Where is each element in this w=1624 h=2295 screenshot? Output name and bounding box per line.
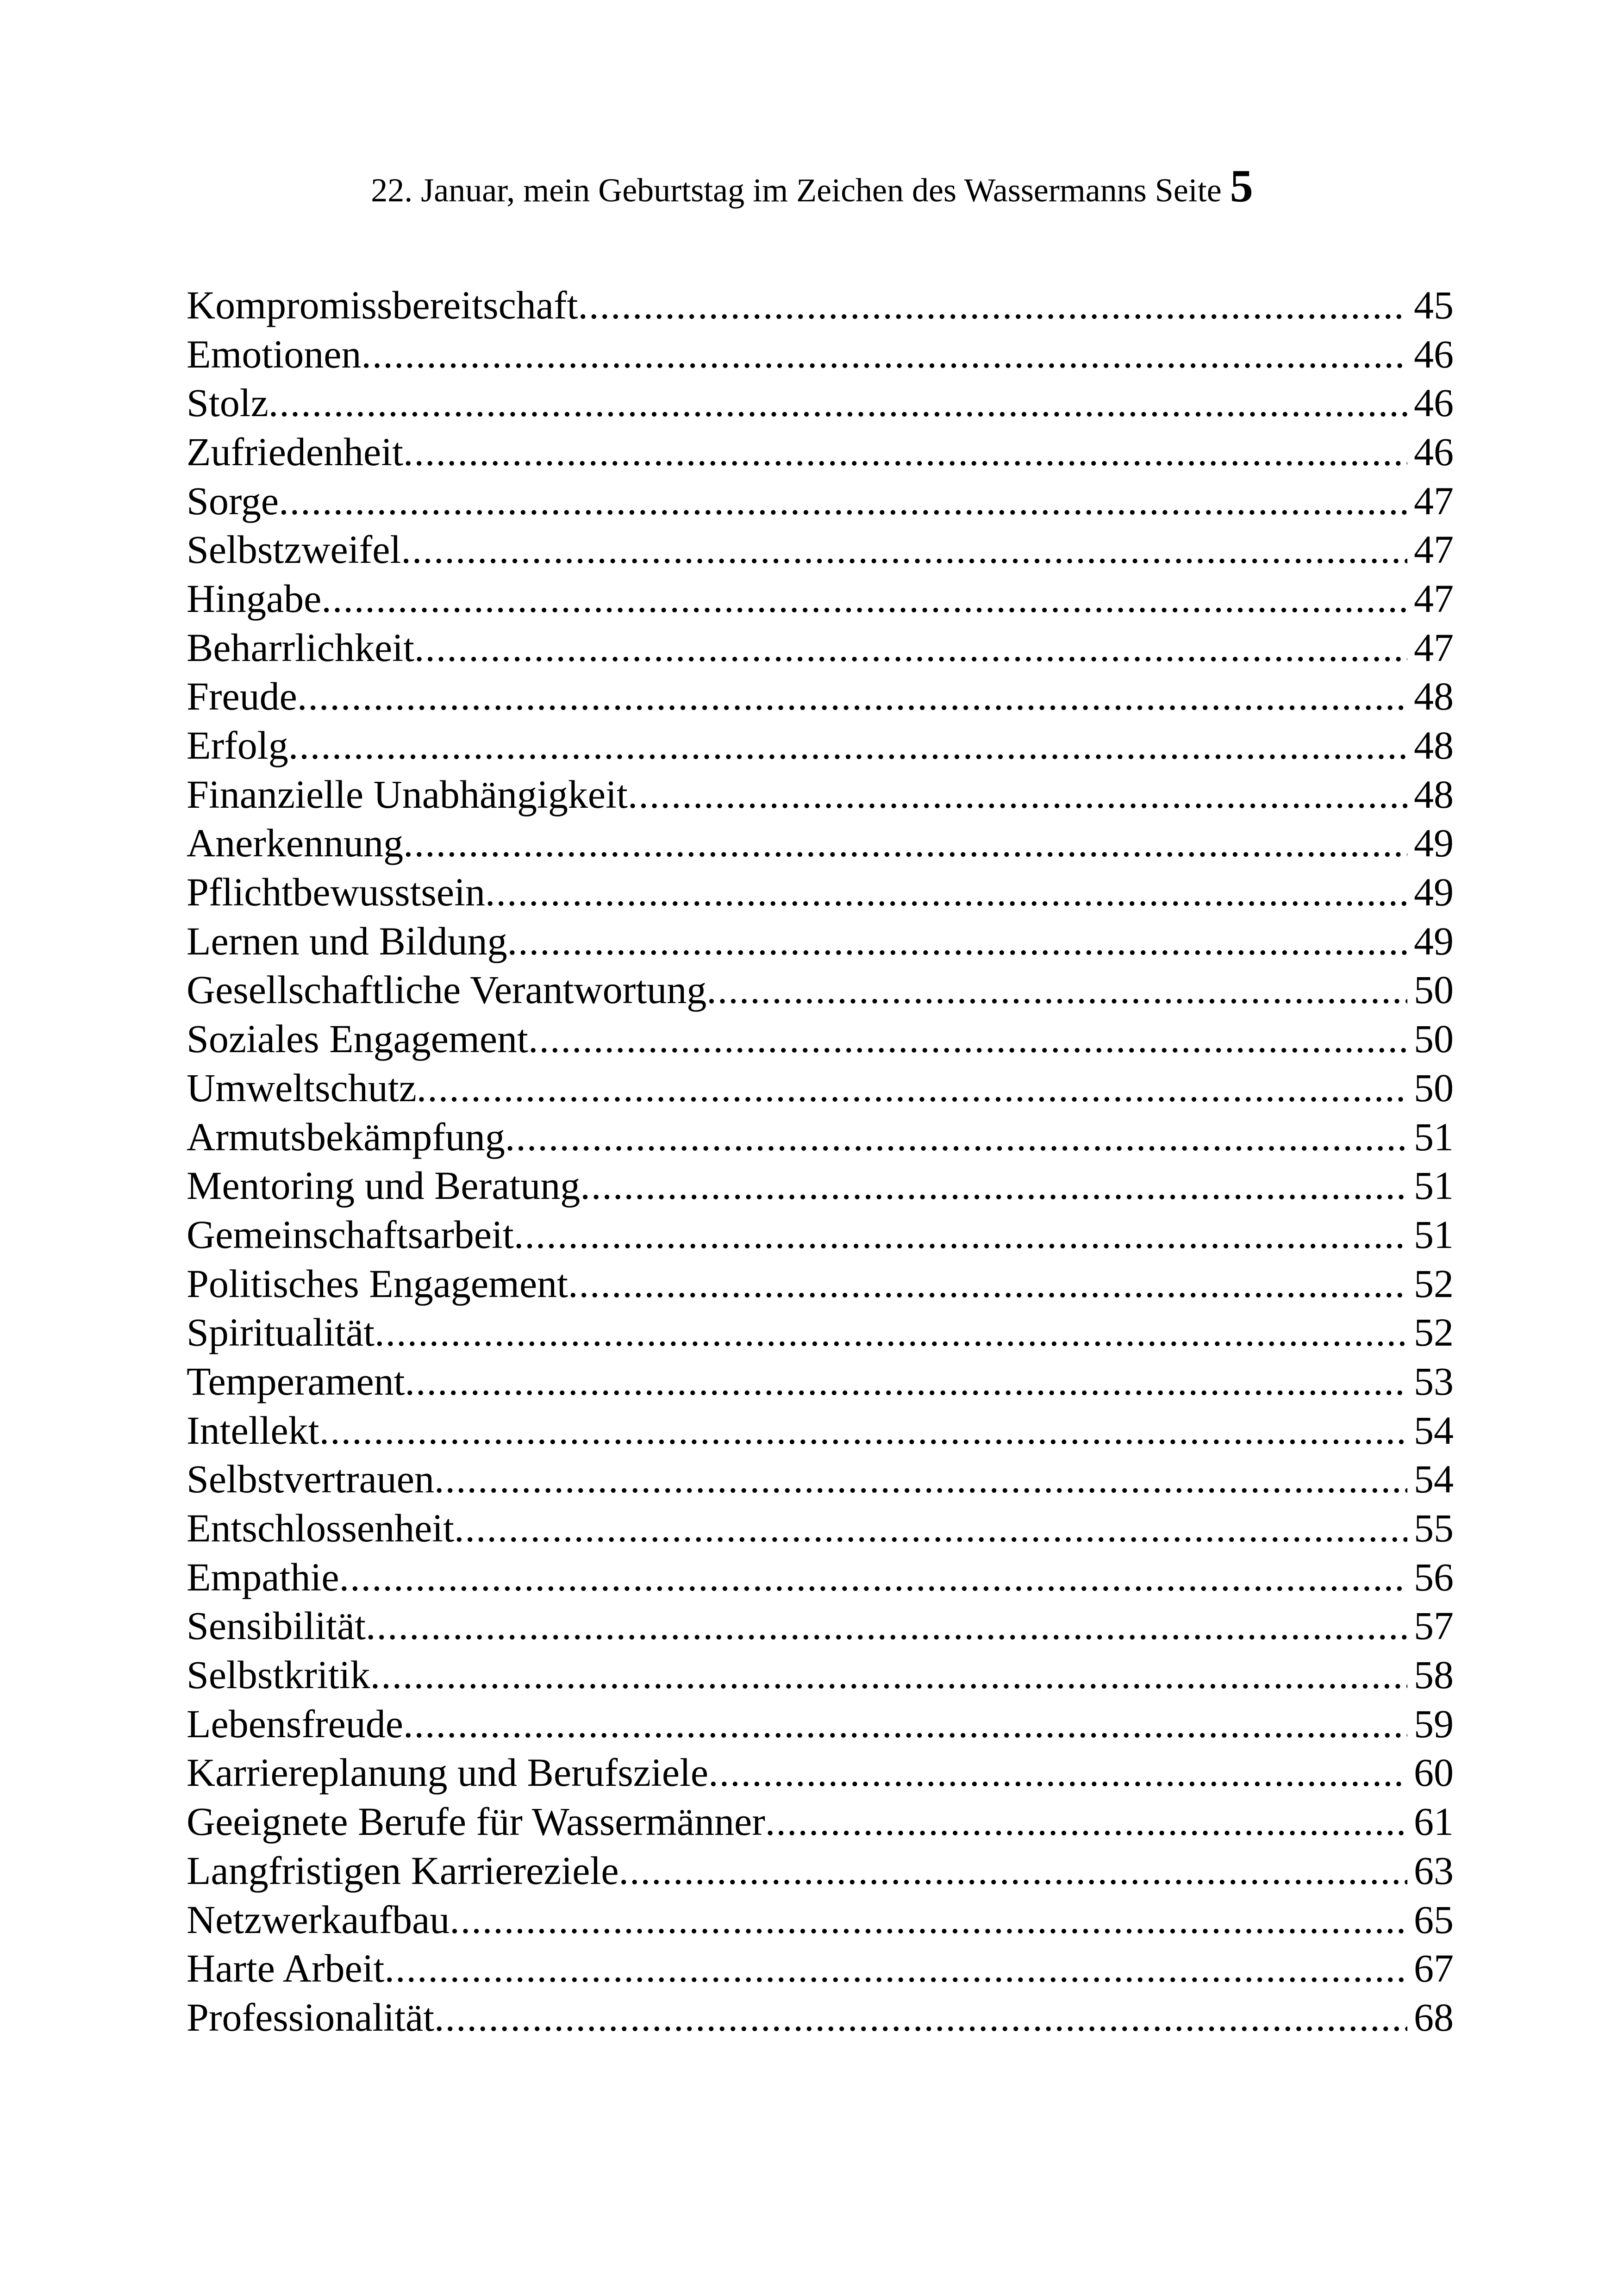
toc-entry-title: Selbstvertrauen bbox=[187, 1457, 434, 1502]
toc-entry-page: 54 bbox=[1414, 1457, 1454, 1502]
toc-entry-page: 48 bbox=[1414, 723, 1454, 768]
toc-entry[interactable] bbox=[187, 1553, 1454, 1602]
toc-dot-leader bbox=[403, 820, 1407, 866]
toc-entry-page: 63 bbox=[1414, 1848, 1454, 1893]
toc-entry-page: 60 bbox=[1414, 1750, 1454, 1795]
toc-entry-title: Freude bbox=[187, 674, 297, 719]
toc-entry-title: Anerkennung bbox=[187, 821, 404, 866]
toc-entry-page: 47 bbox=[1414, 527, 1454, 572]
toc-dot-leader bbox=[366, 1603, 1407, 1649]
toc-entry-page: 58 bbox=[1414, 1653, 1454, 1697]
toc-entry-title: Gesellschaftliche Verantwortung bbox=[187, 967, 707, 1012]
toc-entry-page: 47 bbox=[1414, 576, 1454, 621]
header-page-number: 5 bbox=[1230, 160, 1253, 212]
toc-entry-page: 65 bbox=[1414, 1897, 1454, 1942]
toc-dot-leader bbox=[414, 624, 1407, 671]
toc-dot-leader bbox=[619, 1847, 1407, 1894]
toc-entry-page: 61 bbox=[1414, 1799, 1454, 1844]
toc-dot-leader bbox=[401, 526, 1407, 573]
toc-entry-title: Zufriedenheit bbox=[187, 429, 404, 474]
toc-dot-leader bbox=[514, 1211, 1407, 1258]
toc-dot-leader bbox=[403, 1701, 1407, 1747]
toc-entry[interactable] bbox=[187, 1357, 1454, 1406]
toc-entry-page: 46 bbox=[1414, 331, 1454, 376]
toc-entry-title: Lebensfreude bbox=[187, 1701, 403, 1746]
toc-entry-page: 50 bbox=[1414, 1017, 1454, 1061]
toc-entry-page: 52 bbox=[1414, 1261, 1454, 1306]
toc-entry-page: 47 bbox=[1414, 478, 1454, 523]
toc-entry[interactable] bbox=[187, 917, 1454, 966]
toc-entry-title: Finanzielle Unabhängigkeit bbox=[187, 772, 628, 817]
toc-entry[interactable] bbox=[187, 1210, 1454, 1259]
toc-entry-title: Sensibilität bbox=[187, 1603, 366, 1648]
toc-dot-leader bbox=[361, 331, 1407, 377]
toc-entry[interactable] bbox=[187, 1650, 1454, 1699]
toc-entry[interactable] bbox=[187, 1063, 1454, 1112]
toc-dot-leader bbox=[297, 673, 1407, 719]
toc-entry[interactable] bbox=[187, 721, 1454, 770]
toc-entry-title: Selbstkritik bbox=[187, 1653, 370, 1697]
table-of-contents bbox=[187, 281, 1454, 2042]
toc-entry[interactable] bbox=[187, 1895, 1454, 1944]
toc-dot-leader bbox=[706, 967, 1407, 1013]
toc-dot-leader bbox=[319, 1407, 1407, 1453]
toc-entry-title: Soziales Engagement bbox=[187, 1017, 528, 1061]
toc-entry-title: Emotionen bbox=[187, 331, 362, 376]
toc-entry-page: 52 bbox=[1414, 1310, 1454, 1355]
toc-entry[interactable] bbox=[187, 1846, 1454, 1895]
toc-entry-page: 68 bbox=[1414, 1995, 1454, 2039]
toc-entry[interactable] bbox=[187, 1944, 1454, 1993]
toc-entry-title: Temperament bbox=[187, 1359, 405, 1403]
toc-entry-title: Geeignete Berufe für Wassermänner bbox=[187, 1799, 765, 1844]
toc-entry-page: 50 bbox=[1414, 967, 1454, 1012]
toc-entry-page: 50 bbox=[1414, 1065, 1454, 1110]
toc-entry-title: Stolz bbox=[187, 380, 269, 425]
toc-entry-page: 45 bbox=[1414, 282, 1454, 327]
toc-entry-title: Umweltschutz bbox=[187, 1065, 417, 1110]
toc-entry[interactable] bbox=[187, 574, 1454, 623]
toc-dot-leader bbox=[568, 1260, 1407, 1307]
toc-entry-title: Empathie bbox=[187, 1554, 339, 1599]
toc-entry[interactable] bbox=[187, 1161, 1454, 1210]
toc-entry-title: Selbstzweifel bbox=[187, 527, 401, 572]
toc-entry-page: 59 bbox=[1414, 1701, 1454, 1746]
toc-entry[interactable] bbox=[187, 1112, 1454, 1161]
toc-entry-title: Harte Arbeit bbox=[187, 1946, 385, 1991]
page-header bbox=[0, 160, 1624, 213]
toc-entry[interactable] bbox=[187, 819, 1454, 868]
toc-entry-title: Langfristigen Karriereziele bbox=[187, 1848, 619, 1893]
toc-entry-page: 57 bbox=[1414, 1603, 1454, 1648]
toc-entry-page: 49 bbox=[1414, 821, 1454, 866]
toc-entry-page: 67 bbox=[1414, 1946, 1454, 1991]
toc-entry-title: Gemeinschaftsarbeit bbox=[187, 1212, 514, 1257]
toc-dot-leader bbox=[405, 1358, 1407, 1404]
toc-dot-leader bbox=[288, 722, 1407, 768]
toc-entry-title: Mentoring und Beratung bbox=[187, 1163, 581, 1208]
toc-dot-leader bbox=[450, 1896, 1407, 1943]
toc-entry[interactable] bbox=[187, 1748, 1454, 1797]
toc-entry-title: Netzwerkaufbau bbox=[187, 1897, 450, 1942]
toc-entry-page: 47 bbox=[1414, 625, 1454, 670]
toc-dot-leader bbox=[434, 1994, 1407, 2040]
toc-entry-title: Armutsbekämpfung bbox=[187, 1114, 505, 1159]
toc-entry-title: Entschlossenheit bbox=[187, 1506, 455, 1551]
toc-entry[interactable] bbox=[187, 1993, 1454, 2042]
toc-entry-page: 51 bbox=[1414, 1163, 1454, 1208]
toc-entry-title: Karriereplanung und Berufsziele bbox=[187, 1750, 709, 1795]
toc-dot-leader bbox=[708, 1749, 1407, 1796]
toc-entry-title: Pflichtbewusstsein bbox=[187, 870, 485, 915]
toc-dot-leader bbox=[578, 282, 1407, 328]
toc-entry-page: 51 bbox=[1414, 1212, 1454, 1257]
toc-entry[interactable] bbox=[187, 672, 1454, 721]
toc-dot-leader bbox=[507, 918, 1407, 964]
toc-entry[interactable] bbox=[187, 281, 1454, 330]
toc-entry[interactable] bbox=[187, 966, 1454, 1015]
toc-entry[interactable] bbox=[187, 623, 1454, 672]
toc-entry-page: 48 bbox=[1414, 674, 1454, 719]
toc-dot-leader bbox=[528, 1016, 1407, 1062]
toc-entry-title: Politisches Engagement bbox=[187, 1261, 568, 1306]
toc-dot-leader bbox=[279, 478, 1407, 524]
toc-dot-leader bbox=[370, 1652, 1407, 1698]
toc-entry-title: Kompromissbereitschaft bbox=[187, 282, 578, 327]
toc-entry[interactable] bbox=[187, 476, 1454, 525]
toc-entry-page: 49 bbox=[1414, 918, 1454, 963]
toc-entry-page: 48 bbox=[1414, 772, 1454, 817]
toc-entry[interactable] bbox=[187, 378, 1454, 427]
toc-entry[interactable] bbox=[187, 1406, 1454, 1455]
toc-entry-title: Hingabe bbox=[187, 576, 322, 621]
toc-entry[interactable] bbox=[187, 867, 1454, 917]
toc-dot-leader bbox=[375, 1309, 1407, 1355]
toc-dot-leader bbox=[403, 429, 1407, 475]
toc-entry-title: Spiritualität bbox=[187, 1310, 375, 1355]
toc-entry[interactable] bbox=[187, 770, 1454, 819]
toc-entry[interactable] bbox=[187, 427, 1454, 476]
toc-entry[interactable] bbox=[187, 1308, 1454, 1357]
toc-entry-title: Beharrlichkeit bbox=[187, 625, 414, 670]
toc-entry-page: 54 bbox=[1414, 1408, 1454, 1453]
toc-dot-leader bbox=[765, 1798, 1407, 1845]
toc-entry-page: 49 bbox=[1414, 870, 1454, 915]
toc-entry-title: Professionalität bbox=[187, 1995, 435, 2039]
toc-dot-leader bbox=[454, 1505, 1407, 1551]
toc-entry-page: 46 bbox=[1414, 429, 1454, 474]
toc-entry[interactable] bbox=[187, 1455, 1454, 1504]
toc-entry[interactable] bbox=[187, 1699, 1454, 1748]
toc-entry[interactable] bbox=[187, 1014, 1454, 1063]
toc-entry[interactable] bbox=[187, 1503, 1454, 1553]
toc-dot-leader bbox=[505, 1114, 1407, 1160]
toc-entry[interactable] bbox=[187, 330, 1454, 379]
toc-entry-page: 56 bbox=[1414, 1554, 1454, 1599]
toc-entry[interactable] bbox=[187, 1797, 1454, 1846]
header-title: 22. Januar, mein Geburtstag im Zeichen des Wassermanns Seite bbox=[371, 172, 1222, 209]
toc-entry-page: 55 bbox=[1414, 1506, 1454, 1551]
toc-entry[interactable] bbox=[187, 1602, 1454, 1651]
toc-dot-leader bbox=[269, 380, 1407, 426]
toc-dot-leader bbox=[485, 869, 1407, 915]
toc-entry-page: 46 bbox=[1414, 380, 1454, 425]
toc-entry[interactable] bbox=[187, 525, 1454, 574]
toc-dot-leader bbox=[384, 1945, 1407, 1991]
toc-dot-leader bbox=[434, 1456, 1407, 1502]
toc-entry-title: Sorge bbox=[187, 478, 279, 523]
toc-entry[interactable] bbox=[187, 1259, 1454, 1308]
toc-dot-leader bbox=[321, 575, 1407, 622]
toc-entry-title: Erfolg bbox=[187, 723, 288, 768]
toc-entry-page: 51 bbox=[1414, 1114, 1454, 1159]
toc-dot-leader bbox=[580, 1162, 1407, 1209]
toc-dot-leader bbox=[417, 1065, 1407, 1111]
toc-dot-leader bbox=[628, 771, 1407, 817]
toc-entry-title: Lernen und Bildung bbox=[187, 918, 507, 963]
toc-entry-page: 53 bbox=[1414, 1359, 1454, 1403]
toc-dot-leader bbox=[339, 1554, 1407, 1600]
toc-entry-title: Intellekt bbox=[187, 1408, 319, 1453]
